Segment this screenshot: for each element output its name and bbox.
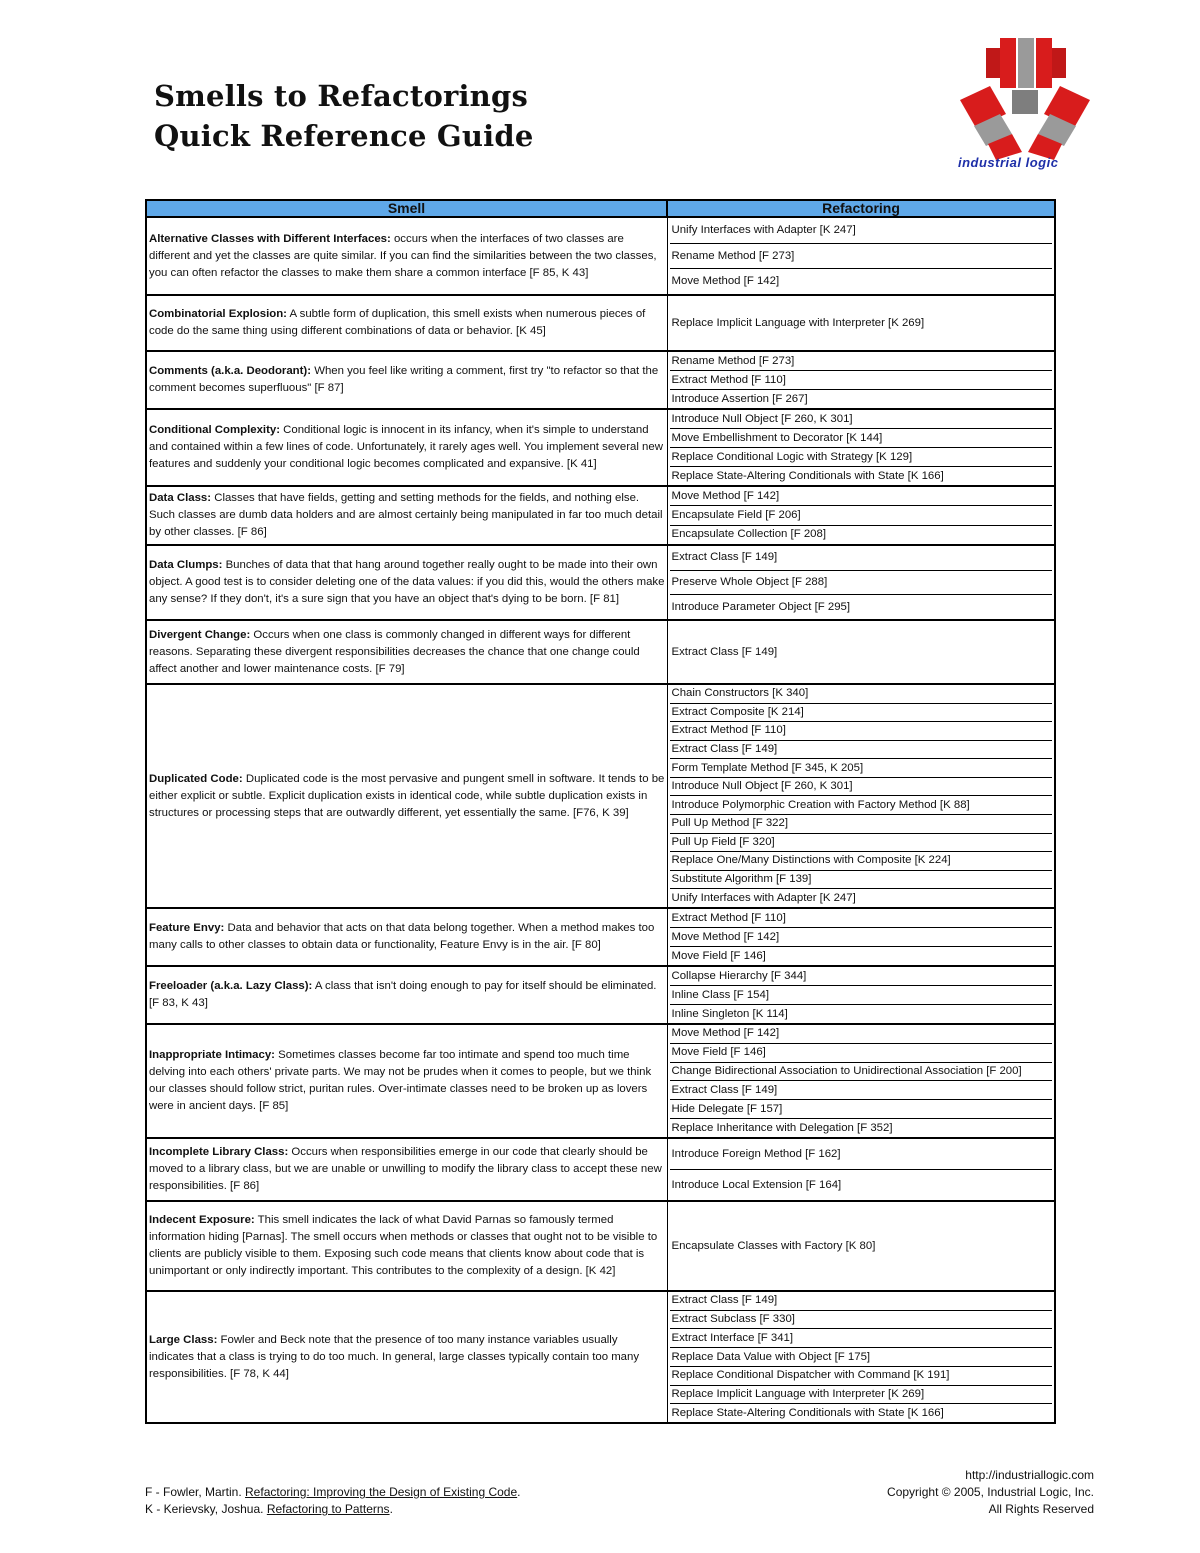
- smell-description: When you feel like writing a comment, first try "to refactor so that the comment becomes superfluous" [F 87]: [149, 365, 659, 394]
- smell-name: Incomplete Library Class:: [149, 1146, 289, 1158]
- refactoring-item: Hide Delegate [F 157]: [670, 1100, 1053, 1119]
- smell-name: Freeloader (a.k.a. Lazy Class):: [149, 980, 313, 992]
- table-row: [146, 684, 1055, 908]
- refactoring-cell: [667, 351, 1055, 409]
- ref-suffix: .: [389, 1502, 393, 1516]
- refactoring-item: Inline Class [F 154]: [670, 986, 1053, 1005]
- refactoring-item: Encapsulate Field [F 206]: [670, 506, 1053, 525]
- refactoring-item: Introduce Null Object [F 260, K 301]: [670, 778, 1053, 797]
- smell-description: A subtle form of duplication, this smell exists when numerous pieces of code do the same thing using different combinations of data or behavior. [K 45]: [149, 308, 646, 337]
- table-row: [146, 620, 1055, 684]
- refactoring-list: [670, 621, 1053, 683]
- table-row: [146, 1291, 1055, 1423]
- footer-copyright-line: Copyright © 2005, Industrial Logic, Inc.: [887, 1485, 1094, 1499]
- table-row: [146, 1138, 1055, 1201]
- smell-cell: [146, 409, 667, 486]
- smell-name: Divergent Change:: [149, 628, 251, 641]
- refactoring-item: Encapsulate Classes with Factory [K 80]: [671, 1239, 876, 1252]
- refactoring-list: [670, 909, 1053, 965]
- smell-name: Duplicated Code:: [149, 772, 243, 785]
- table-row: [146, 545, 1055, 620]
- refactoring-item: Extract Method [F 110]: [670, 371, 1053, 390]
- ref-suffix: .: [517, 1485, 521, 1499]
- refactoring-item: Rename Method [F 273]: [670, 244, 1053, 270]
- refactoring-item: Move Method [F 142]: [670, 487, 1053, 506]
- smell-name: Combinatorial Explosion:: [149, 308, 287, 320]
- smell-cell: [146, 217, 667, 295]
- refactoring-item: Replace One/Many Distinctions with Composite [K 224]: [670, 852, 1053, 871]
- smell-cell: [146, 684, 667, 908]
- refactoring-item: Replace State-Altering Conditionals with State [K 166]: [671, 469, 944, 482]
- smell-description: A class that isn't doing enough to pay for itself should be eliminated. [F 83, K 43]: [149, 980, 657, 1009]
- refactoring-list: [670, 546, 1053, 619]
- ref-author: F - Fowler, Martin.: [145, 1485, 246, 1499]
- refactoring-item: Move Field [F 146]: [671, 949, 766, 962]
- footer-copyright: [887, 1467, 1094, 1518]
- refactoring-list: [670, 410, 1053, 485]
- table-row: [146, 1201, 1055, 1291]
- refactoring-cell: [667, 1138, 1055, 1201]
- smell-cell: [146, 486, 667, 545]
- refactoring-item: Extract Class [F 149]: [671, 645, 778, 658]
- table-row: [146, 217, 1055, 295]
- smell-description: Fowler and Beck note that the presence of too many instance variables usually indicates that a class is trying to do too much. In general, large classes typically contain too many responsibilities. [F 78, K 44]: [149, 1333, 640, 1380]
- table-row: [146, 351, 1055, 409]
- table-row: [146, 966, 1055, 1024]
- refactoring-item: Change Bidirectional Association to Unidirectional Association [F 200]: [670, 1063, 1053, 1082]
- refactoring-item: Unify Interfaces with Adapter [K 247]: [670, 218, 1053, 244]
- refactoring-item: Replace Implicit Language with Interpreter [K 269]: [670, 1386, 1053, 1405]
- smell-cell: [146, 966, 667, 1024]
- refactoring-item: Introduce Foreign Method [F 162]: [670, 1139, 1053, 1170]
- refactoring-cell: [667, 966, 1055, 1024]
- footer-ref-fowler: [145, 1484, 521, 1501]
- refactoring-cell: [667, 486, 1055, 545]
- smell-cell: [146, 620, 667, 684]
- refactoring-list: [670, 685, 1053, 907]
- refactoring-list: [670, 352, 1053, 408]
- table-row: [146, 908, 1055, 966]
- ref-author: K - Kerievsky, Joshua.: [145, 1502, 267, 1516]
- refactoring-item: Unify Interfaces with Adapter [K 247]: [671, 891, 856, 904]
- refactoring-item: Extract Method [F 110]: [670, 909, 1053, 928]
- refactoring-item: Introduce Polymorphic Creation with Factory Method [K 88]: [670, 796, 1053, 815]
- refactoring-item: Form Template Method [F 345, K 205]: [670, 759, 1053, 778]
- title-line-1: Smells to Refactorings: [154, 79, 528, 113]
- smell-description: Conditional logic is innocent in its infancy, when it's simple to understand and contained within a few lines of code. Unfortunately, it rarely ages well. You implement several new features and suddenly your conditional logic becomes complicated and expansive. [K 41]: [149, 424, 663, 470]
- refactoring-cell: [667, 409, 1055, 486]
- refactoring-item: Introduce Parameter Object [F 295]: [671, 600, 851, 613]
- refactoring-item: Substitute Algorithm [F 139]: [670, 871, 1053, 890]
- refactoring-cell: [667, 908, 1055, 966]
- refactoring-item: Replace Conditional Logic with Strategy [K 129]: [670, 448, 1053, 467]
- smell-description: Data and behavior that acts on that data belong together. When a method makes too many calls to other classes to obtain data or functionality, Feature Envy is in the air. [F 80]: [149, 922, 655, 951]
- footer-ref-kerievsky: [145, 1501, 521, 1518]
- refactoring-item: Introduce Assertion [F 267]: [671, 392, 808, 405]
- refactoring-item: Move Method [F 142]: [670, 928, 1053, 947]
- ref-book-link[interactable]: Refactoring to Patterns: [266, 1502, 390, 1516]
- refactoring-list: [670, 218, 1053, 294]
- smell-column-header: Smell: [146, 200, 667, 217]
- refactoring-item: Extract Class [F 149]: [670, 741, 1053, 760]
- refactoring-item: Extract Class [F 149]: [670, 546, 1053, 571]
- table-row: [146, 486, 1055, 545]
- page-title: [154, 76, 534, 156]
- smell-description: Occurs when responsibilities emerge in our code that clearly should be moved to a library class, but we are unable or unwilling to modify the library class to accept these new responsibilities. [F 86]: [149, 1146, 662, 1192]
- refactoring-item: Replace Implicit Language with Interpreter [K 269]: [671, 316, 925, 329]
- refactoring-item: Replace State-Altering Conditionals with State [K 166]: [671, 1406, 944, 1419]
- refactoring-column-header: Refactoring: [667, 200, 1055, 217]
- refactoring-cell: [667, 295, 1055, 351]
- refactoring-item: Encapsulate Collection [F 208]: [671, 528, 826, 541]
- smell-description: Bunches of data that that hang around together really ought to be made into their own object. A good test is to consider deleting one of the data values: if you did this, would the others make any sense? If they don't, it's a sure sign that you have an object that's dying to be born. [F 81]: [149, 559, 665, 605]
- refactoring-item: Extract Subclass [F 330]: [670, 1311, 1053, 1330]
- refactoring-item: Extract Class [F 149]: [670, 1292, 1053, 1311]
- refactoring-list: [670, 967, 1053, 1023]
- refactoring-cell: [667, 545, 1055, 620]
- logo-mark: [960, 38, 1090, 160]
- smell-name: Data Class:: [149, 492, 212, 504]
- title-line-2: Quick Reference Guide: [154, 119, 534, 153]
- footer-url[interactable]: http://industriallogic.com: [965, 1468, 1094, 1482]
- refactoring-item: Introduce Null Object [F 260, K 301]: [670, 410, 1053, 429]
- table-row: [146, 409, 1055, 486]
- refactoring-item: Move Method [F 142]: [670, 1025, 1053, 1044]
- refactoring-item: Replace Conditional Dispatcher with Command [K 191]: [670, 1367, 1053, 1386]
- table-row: [146, 1024, 1055, 1138]
- refactoring-item: Extract Composite [K 214]: [670, 704, 1053, 723]
- smell-name: Data Clumps:: [149, 559, 223, 571]
- smell-description: Duplicated code is the most pervasive and pungent smell in software. It tends to be either explicit or subtle. Explicit duplication exists in identical code, while subtle duplication exists in structures or processing steps that are outwardly different, yet essentially the same. [F76, K 39]: [149, 772, 665, 819]
- smell-cell: [146, 351, 667, 409]
- smell-name: Inappropriate Intimacy:: [149, 1049, 275, 1061]
- refactoring-cell: [667, 217, 1055, 295]
- refactoring-cell: [667, 1291, 1055, 1423]
- smell-cell: [146, 1138, 667, 1201]
- refactoring-item: Extract Class [F 149]: [670, 1081, 1053, 1100]
- smells-table: [145, 199, 1056, 1424]
- refactoring-item: Introduce Local Extension [F 164]: [671, 1178, 842, 1191]
- refactoring-item: Pull Up Field [F 320]: [670, 834, 1053, 853]
- smell-description: occurs when the interfaces of two classes are different and yet the classes are quite similar. If you can find the similarities between the two classes, you can often refactor the classes to make them share a common interface [F 85, K 43]: [149, 232, 657, 279]
- refactoring-cell: [667, 1024, 1055, 1138]
- refactoring-list: [670, 487, 1053, 544]
- refactoring-item: Rename Method [F 273]: [670, 352, 1053, 371]
- refactoring-list: [670, 1202, 1053, 1290]
- industrial-logic-logo: [950, 30, 1100, 175]
- logo-text: industrial logic: [958, 155, 1059, 170]
- refactoring-item: Move Field [F 146]: [670, 1044, 1053, 1063]
- refactoring-item: Chain Constructors [K 340]: [670, 685, 1053, 704]
- refactoring-list: [670, 1025, 1053, 1137]
- refactoring-item: Replace Data Value with Object [F 175]: [670, 1348, 1053, 1367]
- smell-name: Large Class:: [149, 1333, 218, 1346]
- footer-rights: All Rights Reserved: [988, 1502, 1094, 1516]
- smell-cell: [146, 1291, 667, 1423]
- table-row: [146, 295, 1055, 351]
- table-header-row: [146, 200, 1055, 217]
- refactoring-cell: [667, 620, 1055, 684]
- refactoring-item: Extract Interface [F 341]: [670, 1329, 1053, 1348]
- refactoring-item: Collapse Hierarchy [F 344]: [670, 967, 1053, 986]
- smell-cell: [146, 1024, 667, 1138]
- refactoring-item: Preserve Whole Object [F 288]: [670, 571, 1053, 596]
- smell-cell: [146, 1201, 667, 1291]
- refactoring-item: Replace Inheritance with Delegation [F 352]: [671, 1121, 893, 1134]
- smell-name: Alternative Classes with Different Interfaces:: [149, 232, 391, 245]
- smell-description: Sometimes classes become far too intimate and spend too much time delving into each others' private parts. We may not be prudes when it comes to people, but we think our classes should follow strict, puritan rules. Over-intimate classes need to be broken up as lovers were in ancient days. [F 85]: [149, 1049, 652, 1112]
- smell-cell: [146, 908, 667, 966]
- refactoring-item: Inline Singleton [K 114]: [671, 1007, 788, 1020]
- refactoring-item: Move Embellishment to Decorator [K 144]: [670, 429, 1053, 448]
- smell-description: Classes that have fields, getting and setting methods for the fields, and nothing else. Such classes are dumb data holders and are almost certainly being manipulated in far too much detail by other classes. [F 86]: [149, 492, 663, 538]
- smell-description: This smell indicates the lack of what David Parnas so famously termed information hiding [Parnas]. The smell occurs when methods or classes that ought not to be visible to clients are publicly visible to them. Exposing such code means that clients know about code that is unimportant or only indirectly important. This contributes to the complexity of a design. [K 42]: [149, 1214, 658, 1277]
- refactoring-list: [670, 1292, 1053, 1422]
- refactoring-list: [670, 1139, 1053, 1200]
- smell-description: Occurs when one class is commonly changed in different ways for different reasons. Separating these divergent responsibilities decreases the chance that one change could affect another and lower maintenance costs. [F 79]: [149, 628, 640, 675]
- smell-cell: [146, 545, 667, 620]
- smell-name: Comments (a.k.a. Deodorant):: [149, 365, 312, 377]
- refactoring-item: Move Method [F 142]: [671, 275, 780, 288]
- refactoring-list: [670, 296, 1053, 350]
- smell-cell: [146, 295, 667, 351]
- ref-book-link[interactable]: Refactoring: Improving the Design of Existing Code: [245, 1485, 518, 1499]
- refactoring-item: Extract Method [F 110]: [670, 722, 1053, 741]
- refactoring-item: Pull Up Method [F 322]: [670, 815, 1053, 834]
- refactoring-cell: [667, 684, 1055, 908]
- table-body: [146, 217, 1055, 1423]
- smell-name: Indecent Exposure:: [149, 1214, 255, 1226]
- footer-references: [145, 1484, 521, 1518]
- smell-name: Feature Envy:: [149, 922, 225, 934]
- smell-name: Conditional Complexity:: [149, 424, 280, 436]
- refactoring-cell: [667, 1201, 1055, 1291]
